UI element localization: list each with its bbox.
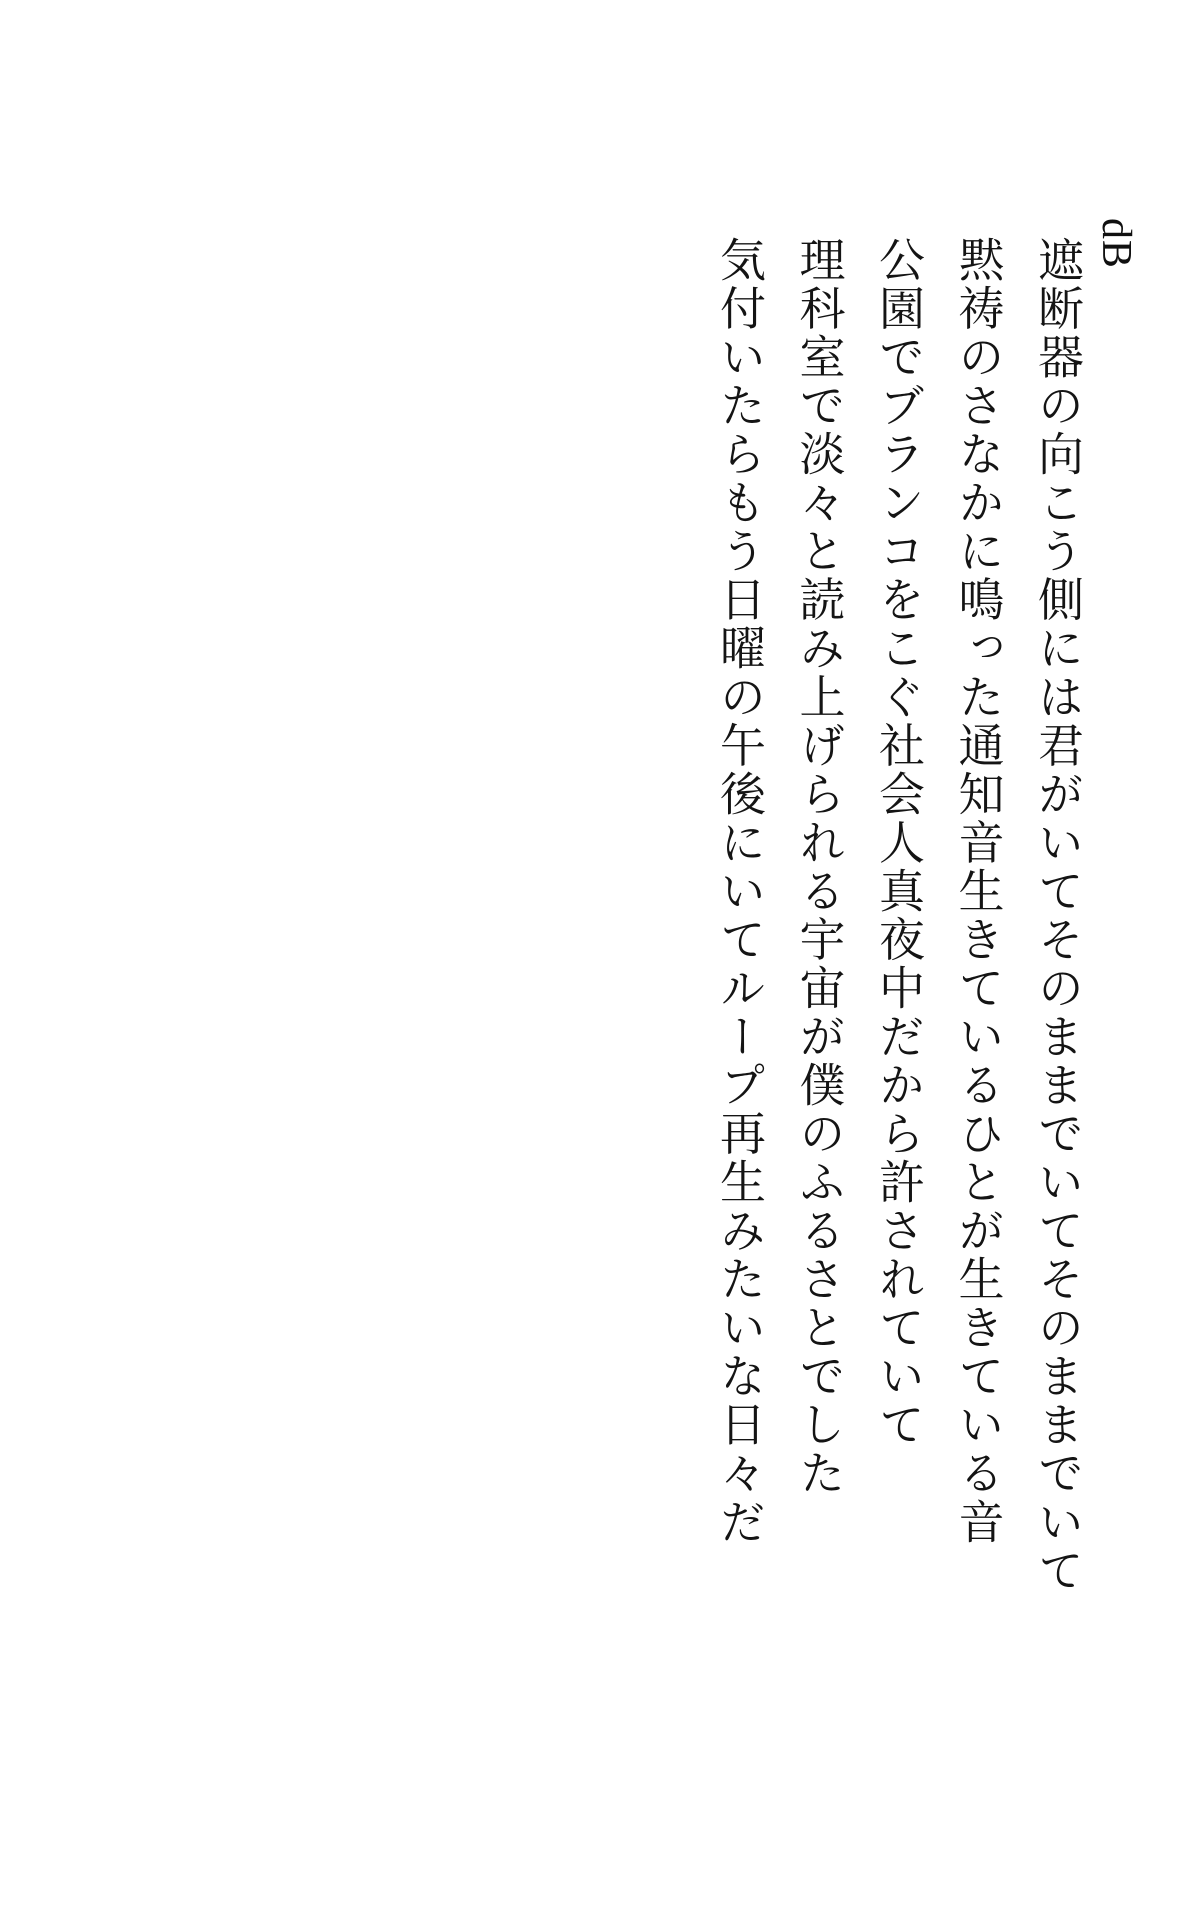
poem-lines (713, 236, 1083, 1636)
poem-line-4: 黙祷のさなかに鳴った通知音生きているひとが生きている音 (951, 236, 1006, 1547)
poem-line-5: 遮断器の向こう側には君がいてそのままでいてそのままでいて (1031, 236, 1085, 1595)
vertical-text-block (713, 236, 1083, 1656)
poem-line-3: 公園でブランコをこぐ社会人真夜中だから許されていて (871, 236, 926, 1450)
poem-line-2: 理科室で淡々と読み上げられる宇宙が僕のふるさとでした (792, 236, 847, 1498)
poem-line-1: 気付いたらもう日曜の午後にいてループ再生みたいな日々だ (712, 236, 767, 1547)
document-title: dB (1093, 218, 1139, 269)
